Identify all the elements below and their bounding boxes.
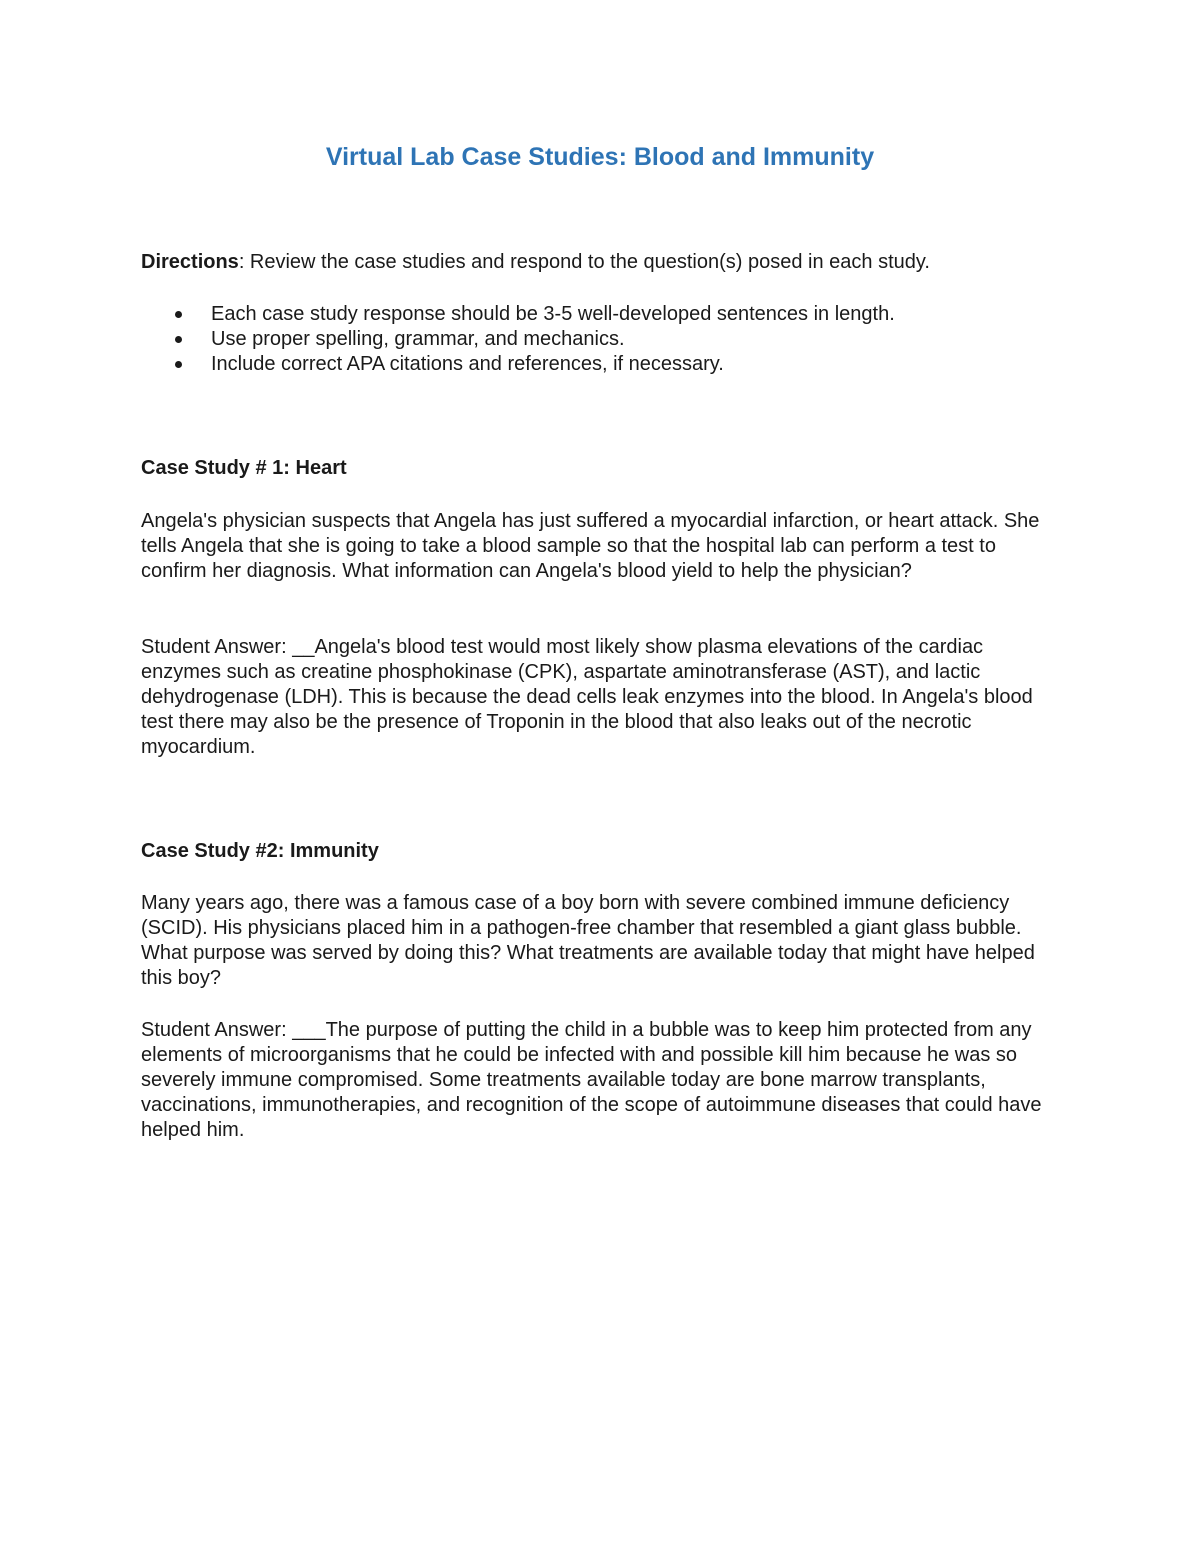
page-title: Virtual Lab Case Studies: Blood and Immunity [325, 143, 875, 171]
case-study-2-heading: Case Study #2: Immunity [141, 840, 379, 862]
case-study-1-prompt: Angela's physician suspects that Angela has just suffered a myocardial infarction, or heart attack. She tells Angela that she is going to take a blood sample so that the hospital lab can perform a test to confirm her diagnosis. What information can Angela's blood yield to help the physician? [141, 510, 1040, 582]
directions-list [141, 302, 1061, 377]
bullet-icon [175, 311, 182, 318]
list-item [141, 327, 1061, 352]
list-item [141, 302, 1061, 327]
list-item-text: Use proper spelling, grammar, and mechanics. [211, 328, 625, 350]
bullet-icon [175, 336, 182, 343]
list-item-text: Include correct APA citations and references, if necessary. [211, 353, 724, 375]
case-study-1-heading: Case Study # 1: Heart [141, 457, 347, 479]
directions-paragraph [141, 250, 1061, 275]
directions-text: : Review the case studies and respond to the question(s) posed in each study. [238, 251, 930, 273]
case-study-2-answer: Student Answer: ___The purpose of putting the child in a bubble was to keep him protected from any elements of microorganisms that he could be infected with and possible kill him because he was so severely immune compromised. Some treatments available today are bone marrow transplants, vaccinations, immunotherapies, and recognition of the scope of autoimmune diseases that could have helped him. [141, 1019, 1042, 1141]
list-item-text: Each case study response should be 3-5 well-developed sentences in length. [211, 303, 895, 325]
directions-label: Directions [141, 251, 239, 273]
case-study-1-answer: Student Answer: __Angela's blood test would most likely show plasma elevations of the cardiac enzymes such as creatine phosphokinase (CPK), aspartate aminotransferase (AST), and lactic dehydrogenase (LDH). This is because the dead cells leak enzymes into the blood. In Angela's blood test there may also be the presence of Troponin in the blood that also leaks out of the necrotic myocardium. [141, 636, 1033, 758]
list-item [141, 352, 1061, 377]
bullet-icon [175, 361, 182, 368]
case-study-2-prompt: Many years ago, there was a famous case of a boy born with severe combined immune deficiency (SCID). His physicians placed him in a pathogen-free chamber that resembled a giant glass bubble. What purpose was served by doing this? What treatments are available today that might have helped this boy? [141, 892, 1035, 989]
